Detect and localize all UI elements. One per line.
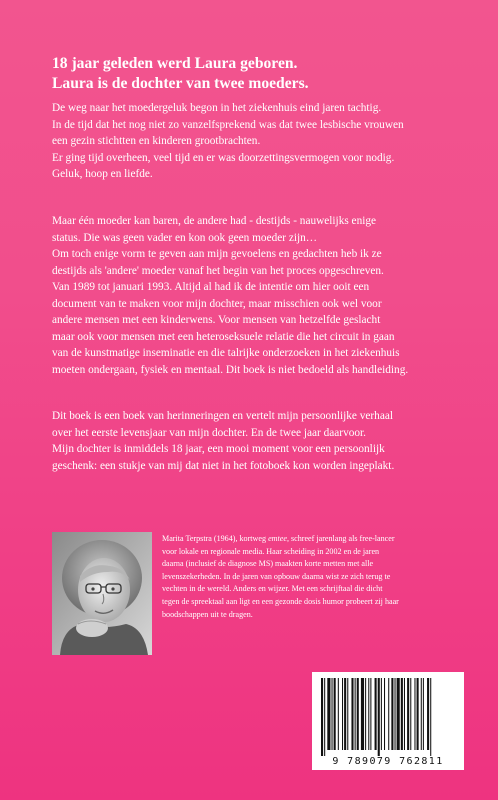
barcode-bar	[417, 678, 419, 750]
author-photo	[52, 532, 152, 655]
text-line: document van te maken voor mijn dochter, maar misschien ook wel voor	[52, 297, 382, 310]
barcode-bar	[378, 678, 380, 756]
text-line: moeten ondergaan, fysiek en mentaal. Dit boek is niet bedoeld als handleiding.	[52, 363, 409, 376]
text-line: andere mensen met een kinderwens. Voor mensen van hetzelfde geslacht	[52, 314, 381, 326]
barcode-bar	[430, 678, 431, 756]
text-line: status. Die was geen vader en kon ook geen moeder zijn…	[52, 231, 318, 244]
barcode-bar	[384, 678, 385, 750]
barcode-bar	[327, 678, 330, 750]
barcode-bar	[421, 678, 422, 750]
text-line: Om toch enige vorm te geven aan mijn gevoelens en gedachten heb ik ze	[52, 248, 382, 260]
text-line: Er ging tijd overheen, veel tijd en er was doorzettingsvermogen voor nodig.	[52, 151, 395, 164]
paragraph-closing	[52, 408, 472, 474]
barcode-bar	[407, 678, 409, 750]
headline-line: 18 jaar geleden werd Laura geboren.	[52, 55, 298, 72]
barcode-bar	[344, 678, 346, 750]
barcode-bar	[401, 678, 403, 750]
text-line: geschenk: een stukje van mij dat niet in het fotoboek kon worden ingeplakt.	[52, 459, 395, 472]
text-line: Van 1989 tot januari 1993. Altijd al had ik de intentie om hier ooit een	[52, 281, 370, 293]
barcode-bar	[370, 678, 371, 750]
bio-line: voor lokale en regionale media. Haar scheiding in 2002 en de jaren	[162, 546, 380, 556]
bio-line: boodschappen uit te dragen.	[162, 609, 253, 619]
barcode-bar	[381, 678, 382, 750]
barcode-bar	[347, 678, 348, 750]
barcode-bar	[391, 678, 393, 750]
text-line: Maar één moeder kan baren, de andere had - destijds - nauwelijks enige	[52, 215, 377, 227]
barcode-bar	[410, 678, 411, 750]
bio-line: levenszekerheden. In de jaren van opbouw daarna wist ze zich terug te	[162, 571, 391, 581]
barcode-bar	[332, 678, 333, 750]
bio-text: kortweg	[237, 534, 269, 543]
text-line: De weg naar het moedergeluk begon in het ziekenhuis eind jaren tachtig.	[52, 102, 382, 114]
barcode-bar	[361, 678, 364, 750]
text-line: maar ook voor mensen met een heteroseksuele relatie die het circuit in gaan	[52, 330, 395, 343]
barcode-bar	[397, 678, 400, 750]
headline	[52, 54, 452, 94]
barcode-bar	[404, 678, 405, 750]
barcode-bar	[342, 678, 343, 750]
barcode-bar	[351, 678, 353, 750]
paragraph-intro	[52, 100, 472, 183]
barcode-bar	[338, 678, 339, 750]
bio-first-line	[162, 533, 462, 546]
barcode-bar	[414, 678, 415, 750]
barcode-bar	[368, 678, 369, 750]
barcode-bar	[355, 678, 356, 750]
barcode-bar	[334, 678, 336, 750]
isbn-number: 9 789079 762811	[332, 756, 444, 767]
author-bio	[162, 533, 462, 621]
bio-text: , schreef jarenlang als free-lancer	[286, 534, 395, 543]
barcode-bar	[395, 678, 396, 750]
bio-line: tegen de spreektaal aan ligt en een gezonde dosis humor probeert zij haar	[162, 596, 399, 606]
paragraph-story	[52, 213, 472, 378]
headline-line: Laura is de dochter van twee moeders.	[52, 75, 309, 92]
author-name: Marita Terpstra (1964),	[162, 534, 238, 543]
text-line: over het eerste levensjaar van mijn dochter. En de twee jaar daarvoor.	[52, 426, 366, 439]
text-line: een gezin stichtten en kinderen grootbrachten.	[52, 135, 261, 147]
barcode-bar	[375, 678, 377, 750]
bio-line: daarna (inclusief de diagnose MS) maakten korte metten met alle	[162, 559, 374, 569]
bio-line: vechten in de wereld. Anders en wijzer. Met een schrijftaal die dicht	[162, 584, 383, 594]
barcode-bar	[427, 678, 429, 750]
author-portrait-icon	[52, 532, 152, 655]
text-line: Dit boek is een boek van herinneringen en vertelt mijn persoonlijke verhaal	[52, 410, 393, 422]
isbn-barcode	[312, 672, 464, 770]
author-nickname: emtee	[268, 534, 287, 543]
text-line: Geluk, hoop en liefde.	[52, 168, 153, 180]
barcode-bar	[365, 678, 366, 750]
text-line: destijds als 'andere' moeder vanaf het begin van het proces opgeschreven.	[52, 264, 384, 277]
barcode-bar	[357, 678, 359, 750]
barcode-bar	[321, 678, 323, 756]
barcode-bar	[388, 678, 389, 750]
text-line: Mijn dochter is inmiddels 18 jaar, een mooi moment voor een persoonlijk	[52, 443, 385, 455]
barcode-bar	[324, 678, 325, 756]
barcode-bar	[423, 678, 424, 750]
text-line: In de tijd dat het nog niet zo vanzelfsprekend was dat twee lesbische vrouwen	[52, 118, 404, 131]
text-line: van de kunstmatige inseminatie en die talrijke onderzoeken in het ziekenhuis	[52, 347, 400, 359]
